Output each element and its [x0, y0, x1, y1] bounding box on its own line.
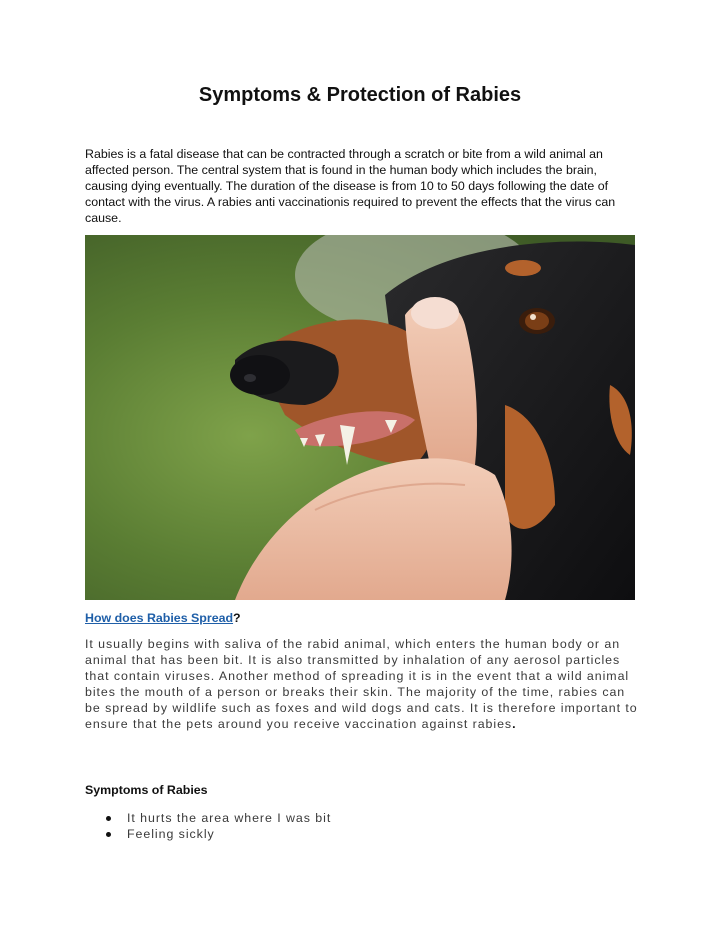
bullet-icon: [106, 816, 111, 821]
spread-paragraph-body: It usually begins with saliva of the rabid animal, which enters the human body or an animal that has been bit. It is also transmitted by inhalation of any aerosol particles that contain viruses. Another method of spreading it is in the event that a wild animal bites the mouth of a person or breaks their skin. The majority of the time, rabies can be spread by wildlife such as foxes and wild dogs and cats. It is therefore important to ensure that the pets around you receive vaccination against rabies: [85, 637, 638, 731]
page-title: Symptoms & Protection of Rabies: [198, 84, 522, 106]
spread-paragraph-period: .: [512, 717, 517, 731]
spread-paragraph: [85, 636, 645, 732]
symptom-list: [100, 810, 331, 842]
heading-question-mark: ?: [233, 611, 241, 625]
how-rabies-spreads-link[interactable]: How does Rabies Spread: [85, 611, 234, 625]
symptom-text: It hurts the area where I was bit: [127, 811, 332, 825]
symptom-text: Feeling sickly: [127, 827, 215, 841]
spread-section-heading: [85, 611, 241, 625]
dog-biting-hand-photo: [85, 235, 635, 600]
list-item: [100, 810, 331, 826]
intro-paragraph: Rabies is a fatal disease that can be contracted through a scratch or bite from a wild animal an affected person. The central system that is found in the human body which includes the brain, causing dying eventually. The duration of the disease is from 10 to 50 days following the date of contact with the virus. A rabies anti vaccinationis required to prevent the effects that the virus can cause.: [85, 147, 616, 225]
symptoms-section-heading: Symptoms of Rabies: [85, 783, 208, 797]
list-item: [100, 826, 331, 842]
bullet-icon: [106, 832, 111, 837]
